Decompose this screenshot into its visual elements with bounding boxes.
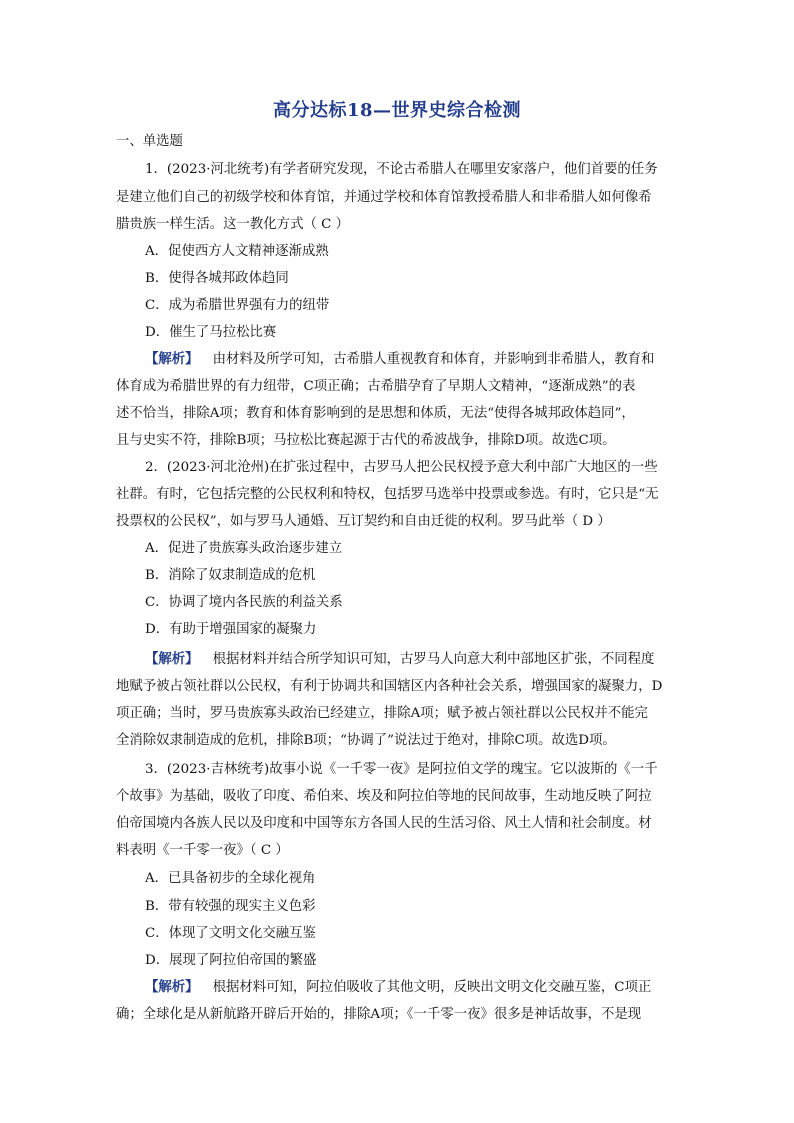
q2-analysis-line: 地赋予被占领社群以公民权，有利于协调共和国辖区内各种社会关系，增强国家的凝聚力，D [116,679,663,694]
q2-option-c: C．协调了境内各民族的利益关系 [145,595,343,610]
q2-option-d: D．有助于增强国家的凝聚力 [145,622,317,637]
q2-stem-line: 社群。有时，它包括完整的公民权利和特权，包括罗马选举中投票或参选。有时，它只是“无 [116,487,659,502]
q2-analysis-text: 根据材料并结合所学知识可知，古罗马人向意大利中部地区扩张，不同程度 [212,652,655,667]
analysis-tag: 【解析】 [145,651,199,667]
q1-option-a: A．促使西方人文精神逐渐成熟 [145,244,329,259]
q1-analysis-line: 体育成为希腊世界的有力纽带，C项正确；古希腊孕育了早期人文精神，“逐渐成熟”的表 [116,379,636,394]
q2-analysis-line: 全消除奴隶制造成的危机，排除B项；“协调了”说法过于绝对，排除C项。故选D项。 [116,733,616,748]
q1-analysis-line: 述不恰当，排除A项；教育和体育影响到的是思想和体质，无法“使得各城邦政体趋同”， [116,406,635,421]
q2-analysis-line [145,651,688,668]
q2-analysis-line: 项正确；当时，罗马贵族寡头政治已经建立，排除A项；赋予被占领社群以公民权并不能完 [116,706,648,721]
q3-stem-line: 料表明《一千零一夜》（ C ） [116,843,289,858]
analysis-tag: 【解析】 [145,351,199,367]
q2-stem-line: 投票权的公民权”，如与罗马人通婚、互订契约和自由迁徙的权利。罗马此举（ D ） [116,514,611,529]
q1-analysis-line: 且与史实不符，排除B项；马拉松比赛起源于古代的希波战争，排除D项。故选C项。 [116,433,616,448]
q1-option-b: B．使得各城邦政体趋同 [145,271,289,286]
q3-option-b: B．带有较强的现实主义色彩 [145,899,316,914]
q3-stem-line: 3．(2023·吉林统考)故事小说《一千零一夜》是阿拉伯文学的瑰宝。它以波斯的《一千 [145,762,658,777]
page-title: 高分达标18—世界史综合检测 [272,100,522,121]
analysis-tag: 【解析】 [145,979,199,995]
section-heading: 一、单选题 [116,134,183,149]
q3-analysis-text: 根据材料可知，阿拉伯吸收了其他文明，反映出文明文化交融互鉴，C项正 [212,980,652,995]
q1-analysis-line [145,351,688,368]
q1-stem-line: 腊贵族一样生活。这一教化方式（ C ） [116,217,350,232]
q3-option-a: A．已具备初步的全球化视角 [145,871,316,886]
q3-option-c: C．体现了文明文化交融互鉴 [145,926,316,941]
q3-stem-line: 个故事》为基础，吸收了印度、希伯来、埃及和阿拉伯等地的民间故事，生动地反映了阿拉 [116,789,652,804]
q3-analysis-line [145,979,688,996]
q1-stem-line: 1．(2023·河北统考)有学者研究发现，不论古希腊人在哪里安家落户，他们首要的任务 [145,162,658,177]
q3-stem-line: 伯帝国境内各族人民以及印度和中国等东方各国人民的生活习俗、风土人情和社会制度。材 [116,816,652,831]
q1-option-c: C．成为希腊世界强有力的纽带 [145,298,330,313]
q1-stem-line: 是建立他们自己的初级学校和体育馆，并通过学校和体育馆教授希腊人和非希腊人如何像希 [116,190,652,205]
q2-stem-line: 2．(2023·河北沧州)在扩张过程中，古罗马人把公民权授予意大利中部广大地区的一些 [145,460,658,475]
q1-analysis-text: 由材料及所学可知，古希腊人重视教育和体育，并影响到非希腊人，教育和 [212,352,655,367]
q3-option-d: D．展现了阿拉伯帝国的繁盛 [145,953,317,968]
q1-option-d: D．催生了马拉松比赛 [145,325,277,340]
q2-option-a: A．促进了贵族寡头政治逐步建立 [145,541,343,556]
q2-option-b: B．消除了奴隶制造成的危机 [145,568,316,583]
q3-analysis-line: 确；全球化是从新航路开辟后开始的，排除A项；《一千零一夜》很多是神话故事，不是现 [116,1007,642,1022]
